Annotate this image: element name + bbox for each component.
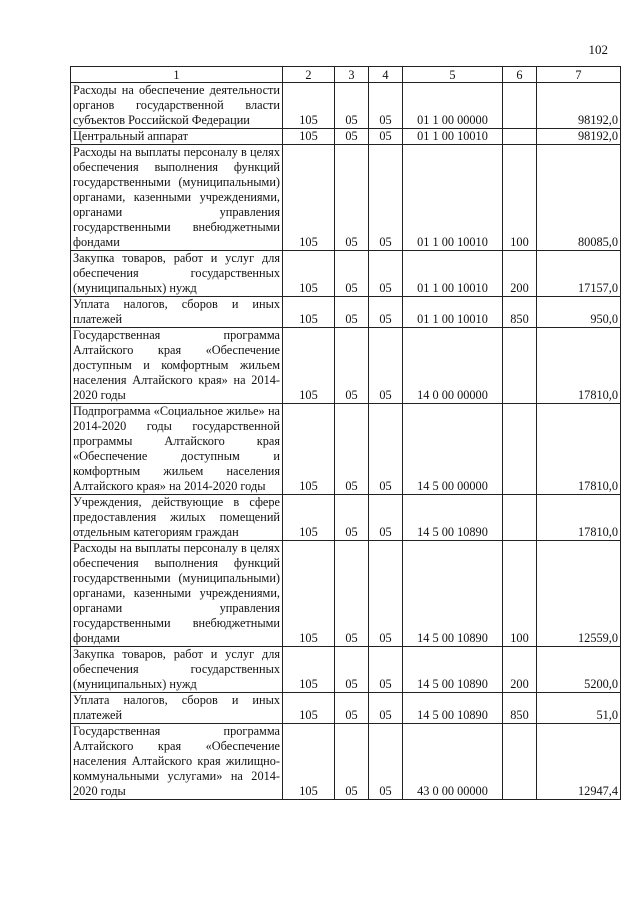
- row-code-6: [503, 404, 537, 495]
- row-code-5: 14 5 00 10890: [403, 541, 503, 647]
- row-name: Закупка товаров, работ и услуг для обеспечения государственных (муниципальных) нужд: [71, 251, 283, 297]
- column-header-2: 2: [283, 67, 335, 83]
- table-row: [71, 145, 621, 251]
- table-row: [71, 129, 621, 145]
- column-header-1: 1: [71, 67, 283, 83]
- row-code-6: [503, 328, 537, 404]
- row-code-4: 05: [369, 495, 403, 541]
- row-amount: 80085,0: [537, 145, 621, 251]
- row-code-4: 05: [369, 145, 403, 251]
- row-amount: 17810,0: [537, 328, 621, 404]
- row-name: Центральный аппарат: [71, 129, 283, 145]
- row-code-3: 05: [335, 328, 369, 404]
- row-code-2: 105: [283, 495, 335, 541]
- column-header-5: 5: [403, 67, 503, 83]
- row-code-6: 100: [503, 145, 537, 251]
- row-name: Подпрограмма «Социальное жилье» на 2014-2020 годы государственной программы Алтайского края «Обеспечение доступным и комфортным жильем населения Алтайского края» на 2014-2020 годы: [71, 404, 283, 495]
- row-code-6: [503, 724, 537, 800]
- row-code-4: 05: [369, 647, 403, 693]
- row-code-2: 105: [283, 404, 335, 495]
- page-number: 102: [588, 42, 608, 57]
- row-code-3: 05: [335, 647, 369, 693]
- row-code-5: 01 1 00 10010: [403, 145, 503, 251]
- row-code-3: 05: [335, 145, 369, 251]
- row-code-3: 05: [335, 724, 369, 800]
- row-code-2: 105: [283, 251, 335, 297]
- row-name: Учреждения, действующие в сфере предоставления жилых помещений отдельным категориям граждан: [71, 495, 283, 541]
- row-name: Расходы на выплаты персоналу в целях обеспечения выполнения функций государственными (муниципальными) органами, казенными учреждениями, органами управления государственными внебюджетными фондами: [71, 145, 283, 251]
- row-code-3: 05: [335, 404, 369, 495]
- row-amount: 51,0: [537, 693, 621, 724]
- row-amount: 17810,0: [537, 495, 621, 541]
- row-code-3: 05: [335, 251, 369, 297]
- row-name: Государственная программа Алтайского края «Обеспечение доступным и комфортным жильем населения Алтайского края» на 2014-2020 годы: [71, 328, 283, 404]
- table-row: [71, 328, 621, 404]
- row-code-5: 14 5 00 10890: [403, 495, 503, 541]
- row-code-5: 14 5 00 00000: [403, 404, 503, 495]
- row-code-2: 105: [283, 297, 335, 328]
- row-amount: 12559,0: [537, 541, 621, 647]
- row-code-2: 105: [283, 693, 335, 724]
- table-row: [71, 251, 621, 297]
- column-header-4: 4: [369, 67, 403, 83]
- row-amount: 5200,0: [537, 647, 621, 693]
- row-code-6: 200: [503, 647, 537, 693]
- row-code-2: 105: [283, 724, 335, 800]
- row-code-4: 05: [369, 724, 403, 800]
- row-code-3: 05: [335, 495, 369, 541]
- row-code-2: 105: [283, 647, 335, 693]
- row-code-4: 05: [369, 693, 403, 724]
- table-row: [71, 647, 621, 693]
- row-code-4: 05: [369, 251, 403, 297]
- budget-table: [70, 66, 621, 800]
- table-row: [71, 693, 621, 724]
- row-name: Уплата налогов, сборов и иных платежей: [71, 297, 283, 328]
- row-amount: 98192,0: [537, 129, 621, 145]
- column-header-3: 3: [335, 67, 369, 83]
- row-code-5: 01 1 00 10010: [403, 297, 503, 328]
- row-code-4: 05: [369, 297, 403, 328]
- row-name: Уплата налогов, сборов и иных платежей: [71, 693, 283, 724]
- row-code-5: 43 0 00 00000: [403, 724, 503, 800]
- row-amount: 950,0: [537, 297, 621, 328]
- row-code-3: 05: [335, 83, 369, 129]
- row-code-6: 850: [503, 693, 537, 724]
- row-code-5: 01 1 00 10010: [403, 129, 503, 145]
- row-code-3: 05: [335, 541, 369, 647]
- row-amount: 98192,0: [537, 83, 621, 129]
- row-code-4: 05: [369, 541, 403, 647]
- row-code-2: 105: [283, 145, 335, 251]
- row-code-5: 01 1 00 00000: [403, 83, 503, 129]
- row-code-6: [503, 495, 537, 541]
- row-code-5: 14 5 00 10890: [403, 693, 503, 724]
- row-amount: 17157,0: [537, 251, 621, 297]
- row-code-4: 05: [369, 328, 403, 404]
- row-code-6: [503, 129, 537, 145]
- table-row: [71, 83, 621, 129]
- table-row: [71, 404, 621, 495]
- row-code-2: 105: [283, 129, 335, 145]
- row-code-5: 01 1 00 10010: [403, 251, 503, 297]
- header-row: [71, 67, 621, 83]
- row-code-4: 05: [369, 404, 403, 495]
- row-name: Закупка товаров, работ и услуг для обеспечения государственных (муниципальных) нужд: [71, 647, 283, 693]
- row-code-3: 05: [335, 693, 369, 724]
- row-amount: 12947,4: [537, 724, 621, 800]
- row-code-5: 14 0 00 00000: [403, 328, 503, 404]
- row-code-5: 14 5 00 10890: [403, 647, 503, 693]
- row-code-4: 05: [369, 83, 403, 129]
- row-code-2: 105: [283, 328, 335, 404]
- table-row: [71, 297, 621, 328]
- table-row: [71, 495, 621, 541]
- row-code-3: 05: [335, 129, 369, 145]
- row-name: Государственная программа Алтайского края «Обеспечение населения Алтайского края жилищно-коммунальными услугами» на 2014-2020 годы: [71, 724, 283, 800]
- table-row: [71, 724, 621, 800]
- row-code-6: 100: [503, 541, 537, 647]
- row-code-2: 105: [283, 83, 335, 129]
- row-code-2: 105: [283, 541, 335, 647]
- table-row: [71, 541, 621, 647]
- column-header-7: 7: [537, 67, 621, 83]
- row-name: Расходы на обеспечение деятельности органов государственной власти субъектов Российской Федерации: [71, 83, 283, 129]
- row-code-6: 200: [503, 251, 537, 297]
- row-code-4: 05: [369, 129, 403, 145]
- row-name: Расходы на выплаты персоналу в целях обеспечения выполнения функций государственными (муниципальными) органами, казенными учреждениями, органами управления государственными внебюджетными фондами: [71, 541, 283, 647]
- row-amount: 17810,0: [537, 404, 621, 495]
- row-code-3: 05: [335, 297, 369, 328]
- row-code-6: 850: [503, 297, 537, 328]
- column-header-6: 6: [503, 67, 537, 83]
- row-code-6: [503, 83, 537, 129]
